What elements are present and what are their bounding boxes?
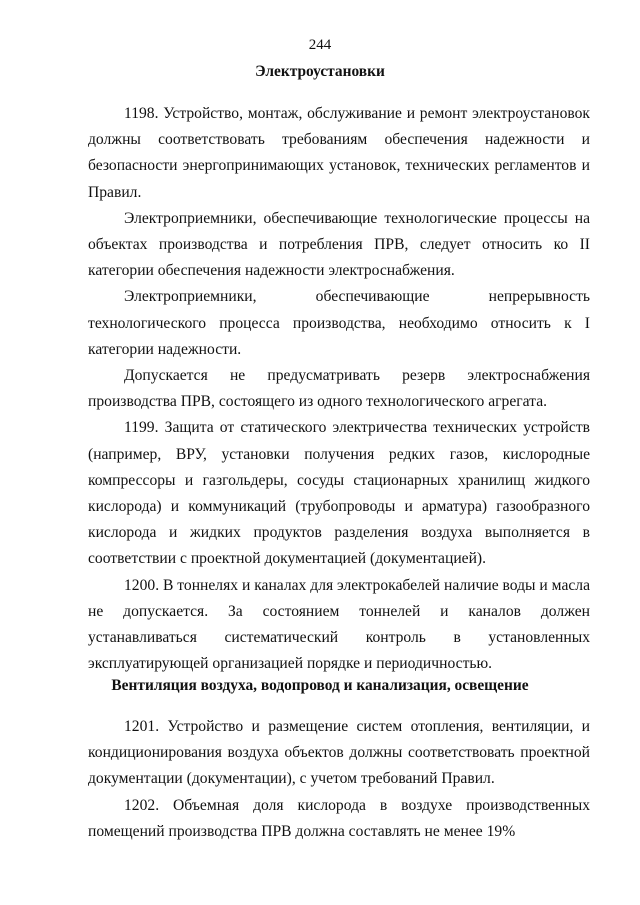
section-body-electrical-installations (88, 101, 590, 677)
section-heading-electrical-installations: Электроустановки (255, 63, 385, 80)
section-body-ventilation (88, 714, 590, 845)
paragraph-1200: 1200. В тоннелях и каналах для электрокабелей наличие воды и масла не допускается. За состоянием тоннелей и каналов должен устанавливаться систематический контроль в установленных эксплуатирующей организацией порядке и периодичностью. (88, 576, 590, 673)
paragraph-category-ii: Электроприемники, обеспечивающие технологические процессы на объектах производства и потребления ПРВ, следует относить ко II категории обеспечения надежности электроснабжения. (88, 209, 590, 280)
paragraph-category-i: Электроприемники, обеспечивающие непрерывность технологического процесса производства, необходимо относить к I категории надежности. (88, 288, 590, 358)
paragraph-1198: 1198. Устройство, монтаж, обслуживание и ремонт электроустановок должны соответствовать требованиям обеспечения надежности и безопасности энергопринимающих установок, технических регламентов и Правил. (88, 105, 590, 201)
paragraph-reserve-power: Допускается не предусматривать резерв электроснабжения производства ПРВ, состоящего из одного технологического агрегата. (88, 367, 590, 411)
paragraph-1202: 1202. Объемная доля кислорода в воздухе производственных помещений производства ПРВ должна составлять не менее 19% (88, 796, 590, 840)
page-number: 244 (308, 37, 332, 53)
paragraph-1199: 1199. Защита от статического электричества технических устройств (например, ВРУ, установки получения редких газов, кислородные компрессоры и газгольдеры, сосуды стационарных хранилищ жидкого кислорода) и коммуникаций (трубопроводы и арматура) газообразного кислорода и жидких продуктов разделения воздуха выполняется в соответствии с проектной документацией (документацией). (88, 419, 590, 568)
paragraph-1201: 1201. Устройство и размещение систем отопления, вентиляции, и кондиционирования воздуха объектов должны соответствовать проектной документации (документации), с учетом требований Правил. (88, 718, 590, 788)
section-heading-ventilation: Вентиляция воздуха, водопровод и канализация, освещение (111, 677, 529, 694)
